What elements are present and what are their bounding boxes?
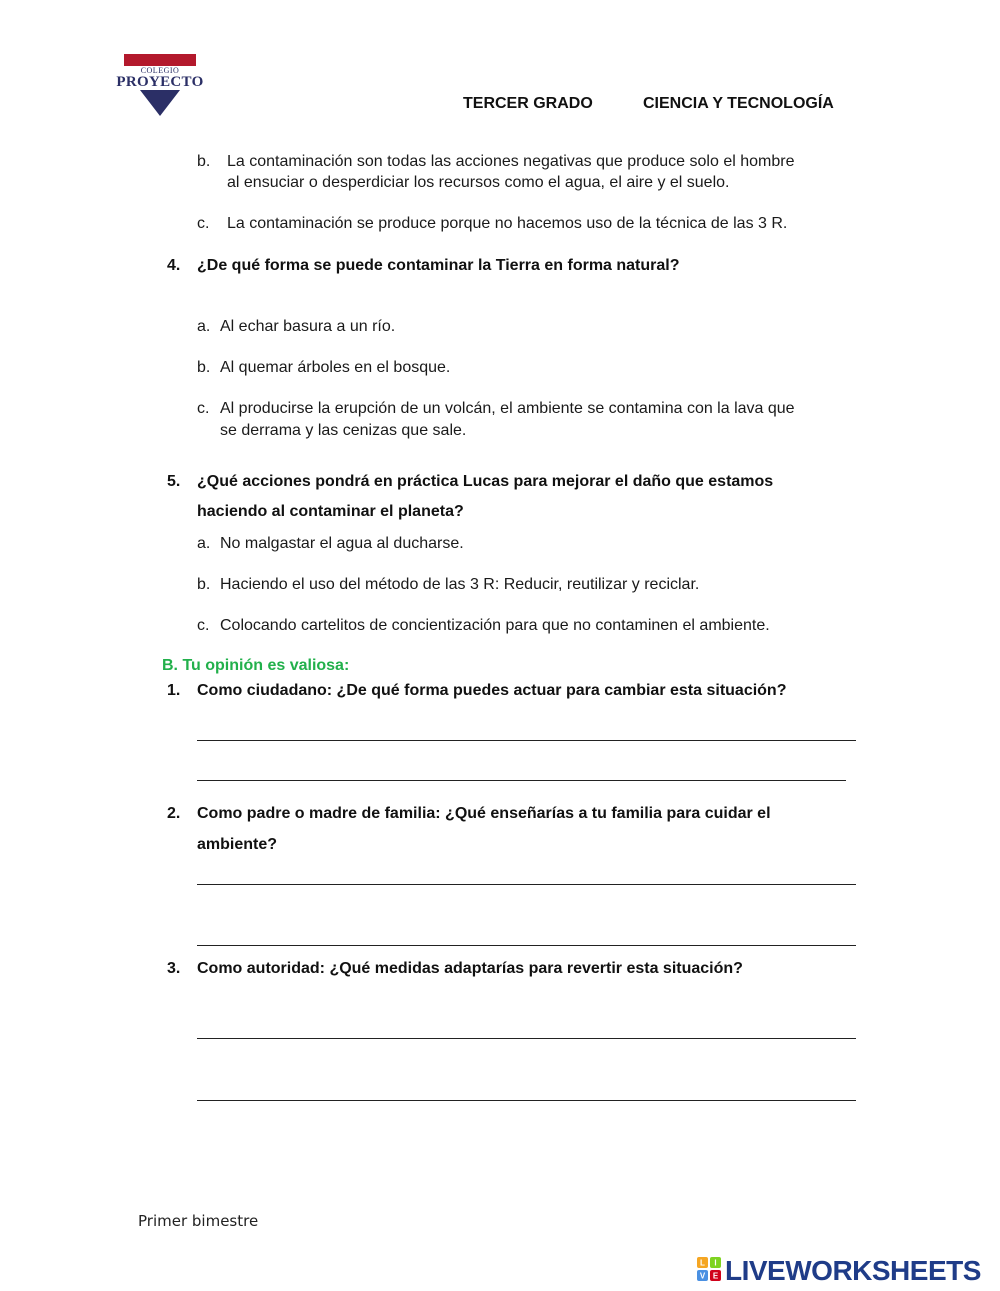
- q5-option-c-letter: c.: [197, 617, 210, 634]
- q3-option-c-letter: c.: [197, 215, 210, 232]
- school-logo: [110, 52, 210, 118]
- q3-option-b-line2: al ensuciar o desperdiciar los recursos como el agua, el aire y el suelo.: [227, 174, 730, 191]
- q4-option-b-text: Al quemar árboles en el bosque.: [220, 359, 451, 376]
- subject-label: CIENCIA Y TECNOLOGÍA: [643, 95, 834, 112]
- answer-line-b3-2[interactable]: [197, 1100, 856, 1101]
- q5-text-line2: haciendo al contaminar el planeta?: [197, 503, 464, 520]
- b-q2-text-line2: ambiente?: [197, 836, 278, 853]
- b-q1-text: Como ciudadano: ¿De qué forma puedes actuar para cambiar esta situación?: [197, 682, 787, 699]
- grade-label: TERCER GRADO: [463, 95, 593, 112]
- answer-line-b1-2[interactable]: [197, 780, 846, 781]
- q4-option-a-text: Al echar basura a un río.: [220, 318, 396, 335]
- q4-option-b-letter: b.: [197, 359, 211, 376]
- footer-text: Primer bimestre: [138, 1212, 259, 1230]
- q4-text: ¿De qué forma se puede contaminar la Tierra en forma natural?: [197, 257, 680, 274]
- liveworksheets-logo-icon: [697, 1257, 721, 1281]
- q4-option-a-letter: a.: [197, 318, 211, 335]
- logo-line1: COLEGIO: [140, 66, 180, 75]
- b-q1-number: 1.: [167, 682, 181, 699]
- b-q3-text: Como autoridad: ¿Qué medidas adaptarías para revertir esta situación?: [197, 960, 743, 977]
- icon-letter-e: E: [712, 1271, 719, 1281]
- icon-letter-i: I: [714, 1258, 717, 1268]
- b-q2-number: 2.: [167, 805, 181, 822]
- q4-option-c-letter: c.: [197, 400, 210, 417]
- q5-text-line1: ¿Qué acciones pondrá en práctica Lucas para mejorar el daño que estamos: [197, 473, 774, 490]
- q5-option-c-text: Colocando cartelitos de concientización para que no contaminen el ambiente.: [220, 617, 770, 634]
- b-q2-text-line1: Como padre o madre de familia: ¿Qué enseñarías a tu familia para cuidar el: [197, 805, 771, 822]
- answer-line-b1-1[interactable]: [197, 740, 856, 741]
- q3-option-b-letter: b.: [197, 153, 211, 170]
- q5-option-b-letter: b.: [197, 576, 211, 593]
- q5-option-b-text: Haciendo el uso del método de las 3 R: Reducir, reutilizar y reciclar.: [220, 576, 700, 593]
- icon-letter-l: L: [700, 1258, 705, 1268]
- b-q3-number: 3.: [167, 960, 181, 977]
- icon-letter-v: V: [699, 1271, 706, 1281]
- q5-option-a-text: No malgastar el agua al ducharse.: [220, 535, 464, 552]
- q5-number: 5.: [167, 473, 181, 490]
- answer-line-b2-1[interactable]: [197, 884, 856, 885]
- liveworksheets-name: LIVEWORKSHEETS: [725, 1255, 981, 1286]
- q4-option-c-line1: Al producirse la erupción de un volcán, el ambiente se contamina con la lava que: [220, 400, 795, 417]
- answer-line-b3-1[interactable]: [197, 1038, 856, 1039]
- logo-line2: PROYECTO: [116, 74, 204, 90]
- answer-line-b2-2[interactable]: [197, 945, 856, 946]
- q3-option-c-line1: La contaminación se produce porque no hacemos uso de la técnica de las 3 R.: [227, 215, 788, 232]
- q3-option-b-line1: La contaminación son todas las acciones negativas que produce solo el hombre: [227, 153, 795, 170]
- section-b-title: B. Tu opinión es valiosa:: [162, 657, 350, 674]
- q5-option-a-letter: a.: [197, 535, 211, 552]
- q4-option-c-line2: se derrama y las cenizas que sale.: [220, 422, 467, 439]
- q4-number: 4.: [167, 257, 181, 274]
